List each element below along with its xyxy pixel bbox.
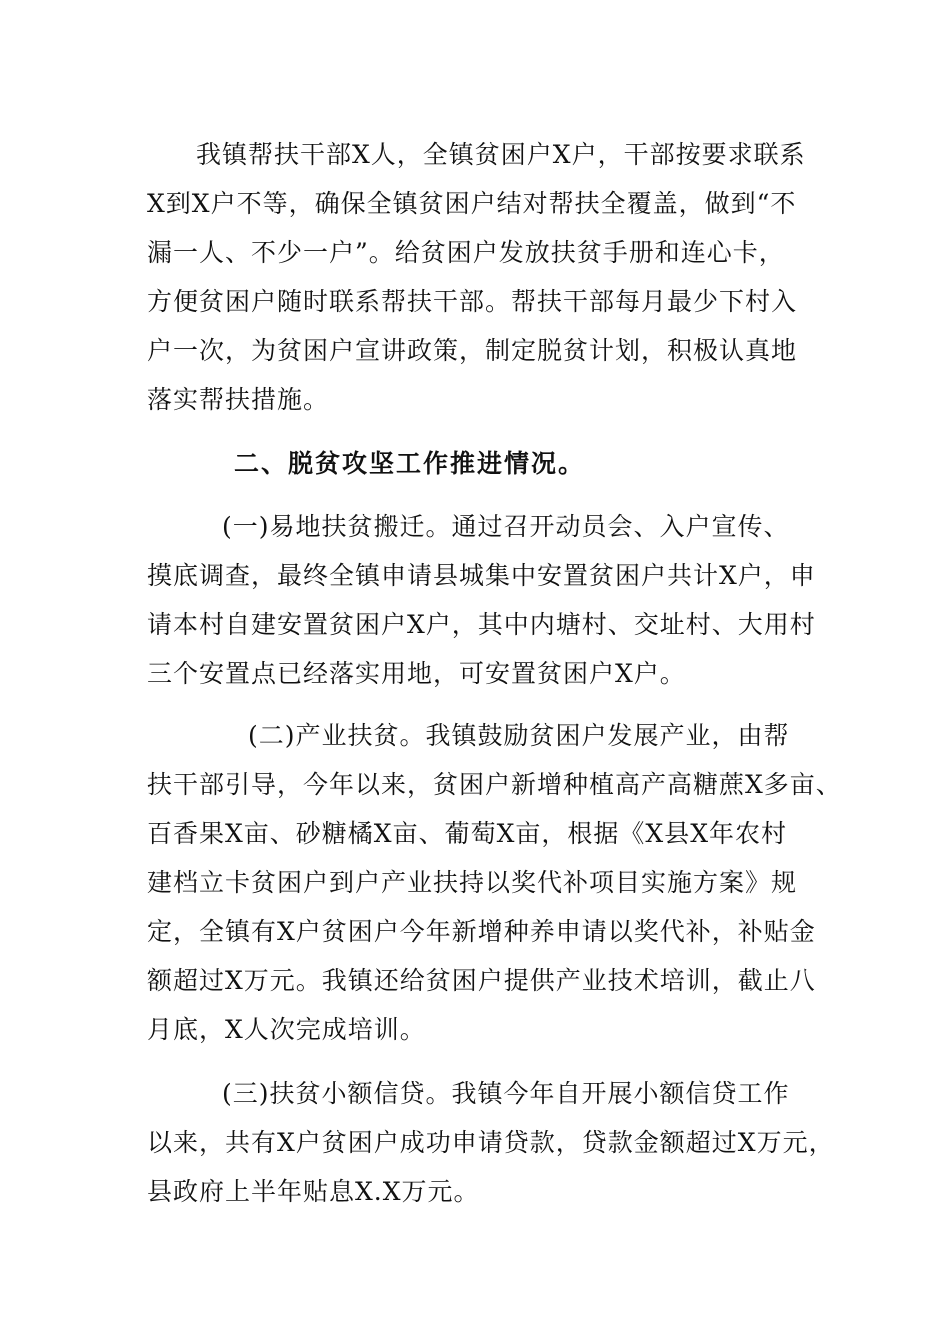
paragraph-3-line-5: 定，全镇有X户贫困户今年新增种养申请以奖代补，补贴金 xyxy=(147,917,816,946)
paragraph-2-line-4: 三个安置点已经落实用地，可安置贫困户X户。 xyxy=(147,659,686,688)
paragraph-1-line-2: X到X户不等，确保全镇贫困户结对帮扶全覆盖，做到“不 xyxy=(147,189,797,218)
paragraph-4-line-2: 以来，共有X户贫困户成功申请贷款，贷款金额超过X万元， xyxy=(147,1128,835,1157)
section-heading: 二、脱贫攻坚工作推进情况。 xyxy=(234,449,586,478)
paragraph-3-line-3: 百香果X亩、砂糖橘X亩、葡萄X亩，根据《X县X年农村 xyxy=(147,819,787,848)
paragraph-1-line-3: 漏一人、不少一户”。给贫困户发放扶贫手册和连心卡， xyxy=(147,238,785,267)
paragraph-3-line-7: 月底，X人次完成培训。 xyxy=(147,1015,426,1044)
paragraph-2-line-1: (一)易地扶贫搬迁。通过召开动员会、入户宣传、 xyxy=(222,512,790,541)
paragraph-1-line-1: 我镇帮扶干部X人，全镇贫困户X户，干部按要求联系 xyxy=(196,140,806,169)
paragraph-4-line-3: 县政府上半年贴息X.X万元。 xyxy=(147,1177,480,1206)
paragraph-2-line-3: 请本村自建安置贫困户X户，其中内塘村、交址村、大用村 xyxy=(147,610,816,639)
paragraph-3-line-1: (二)产业扶贫。我镇鼓励贫困户发展产业，由帮 xyxy=(248,721,790,750)
paragraph-2-line-2: 摸底调查，最终全镇申请县城集中安置贫困户共计X户，申 xyxy=(147,561,816,590)
paragraph-4-line-1: (三)扶贫小额信贷。我镇今年自开展小额信贷工作 xyxy=(222,1079,790,1108)
paragraph-3-line-4: 建档立卡贫困户到户产业扶持以奖代补项目实施方案》规 xyxy=(147,868,798,897)
paragraph-1-line-5: 户一次，为贫困户宣讲政策，制定脱贫计划，积极认真地 xyxy=(147,336,798,365)
paragraph-3-line-2: 扶干部引导，今年以来，贫困户新增种植高产高糖蔗X多亩、 xyxy=(147,770,842,799)
paragraph-3-line-6: 额超过X万元。我镇还给贫困户提供产业技术培训，截止八 xyxy=(147,966,816,995)
paragraph-1-line-6: 落实帮扶措施。 xyxy=(147,385,330,414)
paragraph-1-line-4: 方便贫困户随时联系帮扶干部。帮扶干部每月最少下村入 xyxy=(147,287,798,316)
